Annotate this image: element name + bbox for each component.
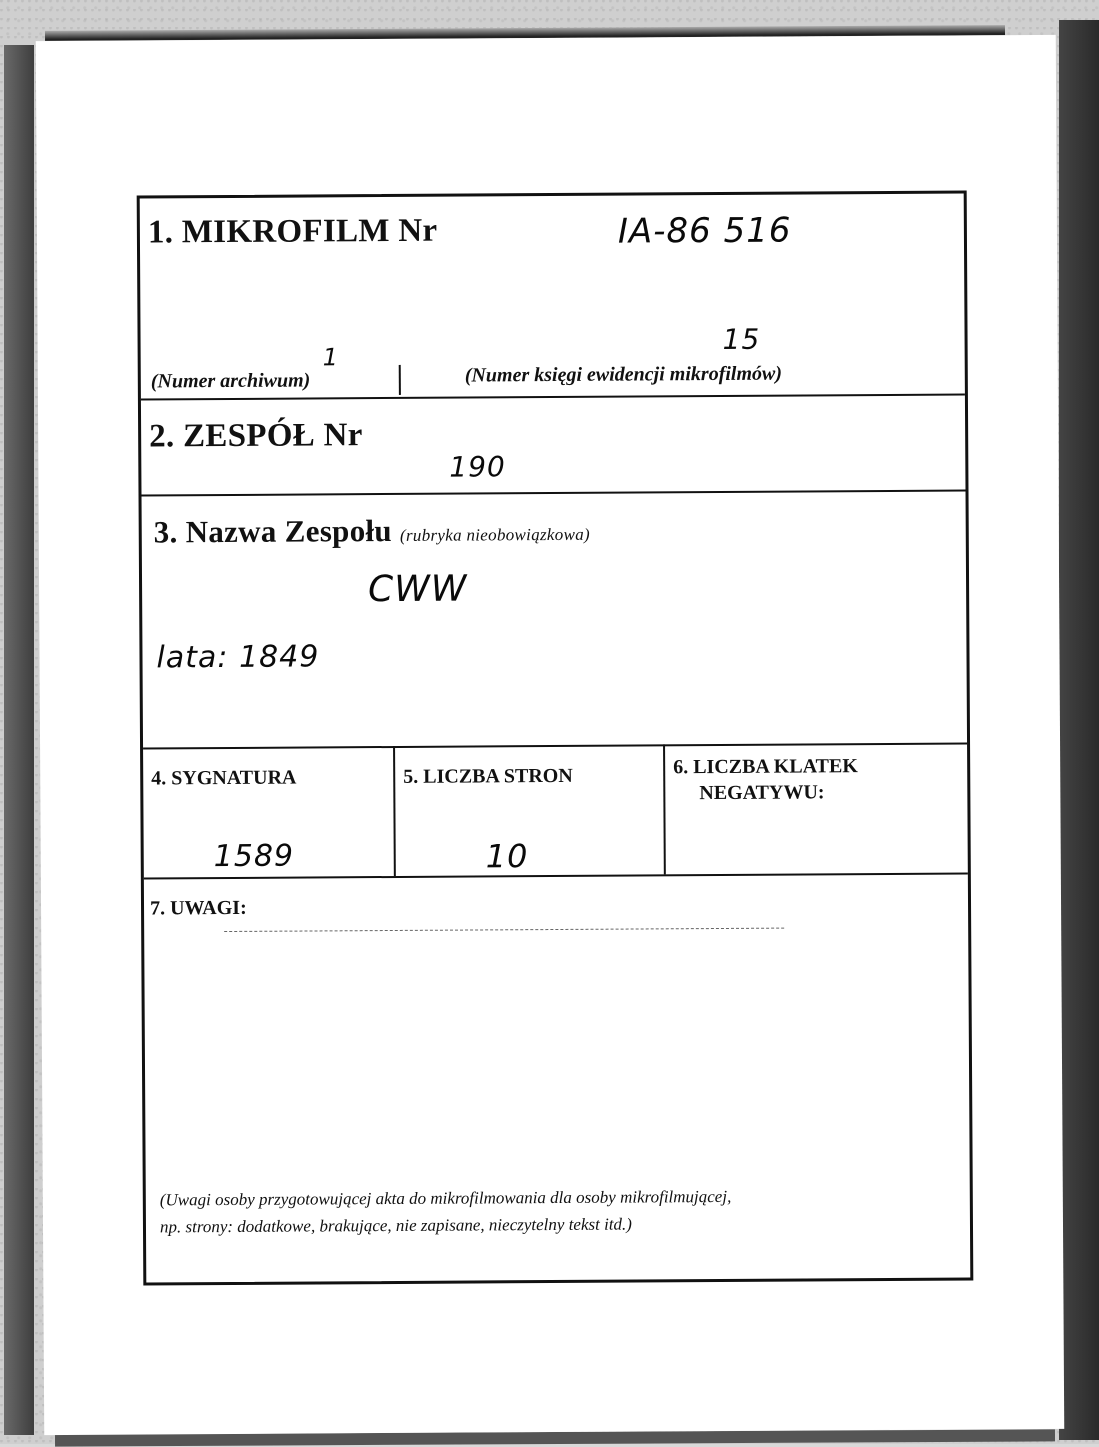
remarks-instructions-line1: (Uwagi osoby przygotowującej akta do mikrofilmowania dla osoby mikrofilmującej, <box>159 1187 732 1210</box>
fonds-name-value: CWW <box>367 568 468 611</box>
register-number-value: 15 <box>722 322 761 356</box>
remarks-label: 7. UWAGI: <box>149 896 247 920</box>
scan-right-edge-shadow <box>1059 20 1099 1440</box>
cell-signature <box>143 746 396 878</box>
fonds-number-value: 190 <box>449 450 506 484</box>
register-number-label: (Numer księgi ewidencji mikrofilmów) <box>464 362 783 387</box>
section-fonds-number <box>141 393 966 496</box>
scan-left-edge-shadow <box>4 45 34 1435</box>
microfilm-number-label: 1. MIKROFILM Nr <box>147 212 438 251</box>
archive-number-label: (Numer archiwum) <box>150 369 311 393</box>
cell-page-count <box>395 744 666 876</box>
cell-negative-frames <box>665 742 968 874</box>
fonds-name-label-text: 3. Nazwa Zespołu <box>153 512 393 550</box>
negative-frames-label <box>673 753 858 806</box>
negative-frames-label-line2: NEGATYWU: <box>699 781 825 805</box>
remarks-instructions <box>160 1183 962 1241</box>
section-microfilm-number <box>140 193 965 400</box>
page-count-label: 5. LICZBA STRON <box>403 764 573 788</box>
fonds-name-label <box>154 512 590 551</box>
signature-label: 4. SYGNATURA <box>151 766 297 790</box>
remarks-instructions-line2: np. strony: dodatkowe, brakujące, nie zapisane, nieczytelny tekst itd.) <box>159 1214 632 1237</box>
negative-frames-label-line1: 6. LICZBA KLATEK <box>673 755 858 779</box>
fonds-years-value: lata: 1849 <box>156 639 320 676</box>
remarks-guide-line <box>224 928 784 932</box>
section-details-row <box>143 742 968 879</box>
archive-number-value: 1 <box>322 343 340 372</box>
details-cells <box>143 742 968 877</box>
microfilm-form <box>137 190 974 1285</box>
signature-value: 1589 <box>213 838 295 875</box>
fonds-number-label: 2. ZESPÓŁ Nr <box>149 417 363 455</box>
section-remarks <box>144 872 970 1282</box>
page-count-value: 10 <box>485 837 529 876</box>
section-fonds-name <box>142 489 968 749</box>
field-separator <box>399 365 401 395</box>
microfilm-number-value: IA-86 516 <box>617 210 792 252</box>
fonds-name-optional-note: (rubryka nieobowiązkowa) <box>399 524 591 545</box>
